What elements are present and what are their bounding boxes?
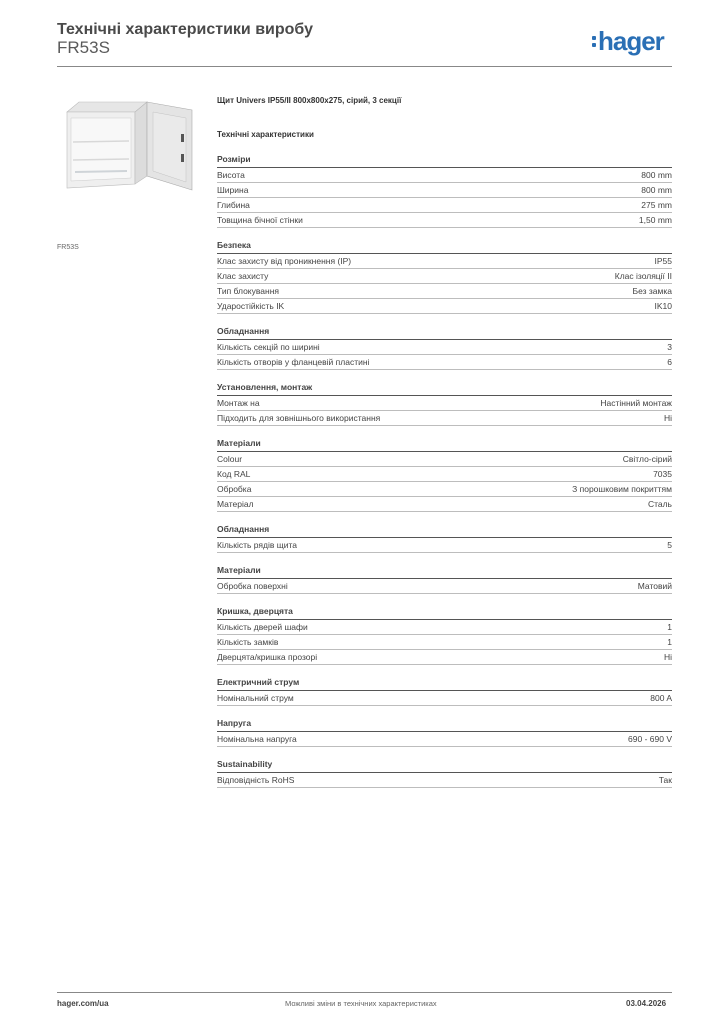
spec-label: Код RAL	[217, 469, 251, 479]
spec-row	[217, 183, 672, 198]
spec-label: Кількість рядів щита	[217, 540, 297, 550]
spec-label: Глибина	[217, 200, 250, 210]
spec-group-title: Матеріали	[217, 438, 672, 452]
specifications	[217, 96, 672, 788]
header-divider	[57, 66, 672, 67]
spec-row	[217, 168, 672, 183]
spec-label: Висота	[217, 170, 245, 180]
spec-value: 5	[667, 540, 672, 550]
spec-value: Світло-сірий	[622, 454, 672, 464]
spec-value: Ні	[663, 413, 672, 423]
spec-group	[217, 718, 672, 747]
spec-group	[217, 606, 672, 665]
spec-group	[217, 326, 672, 370]
spec-label: Монтаж на	[217, 398, 260, 408]
product-name: Щит Univers IP55/II 800x800x275, сірий, 3 секції	[217, 96, 402, 105]
spec-value: 7035	[653, 469, 672, 479]
spec-group	[217, 759, 672, 788]
spec-row	[217, 340, 672, 355]
spec-label: Відповідність RoHS	[217, 775, 295, 785]
product-code: FR53S	[57, 38, 110, 57]
product-image	[57, 92, 207, 237]
footer-disclaimer: Можливі зміни в технічних характеристиках	[285, 999, 437, 1008]
spec-row	[217, 538, 672, 553]
spec-group	[217, 382, 672, 426]
spec-group-title: Кришка, дверцята	[217, 606, 672, 620]
hager-logo	[592, 28, 664, 54]
spec-label: Товщина бічної стінки	[217, 215, 303, 225]
spec-value: 1	[667, 637, 672, 647]
spec-row	[217, 732, 672, 747]
footer-website[interactable]: hager.com/ua	[57, 999, 109, 1008]
spec-row	[217, 620, 672, 635]
spec-group-title: Напруга	[217, 718, 672, 732]
spec-row	[217, 467, 672, 482]
spec-row	[217, 198, 672, 213]
logo-dots-icon	[592, 36, 596, 47]
spec-row	[217, 411, 672, 426]
footer-divider	[57, 992, 672, 993]
spec-group	[217, 677, 672, 706]
spec-value: IK10	[654, 301, 672, 311]
spec-row	[217, 254, 672, 269]
spec-row	[217, 635, 672, 650]
spec-row	[217, 452, 672, 467]
spec-label: Номінальна напруга	[217, 734, 297, 744]
page-title: Технічні характеристики виробу	[57, 21, 313, 38]
spec-value: Ні	[663, 652, 672, 662]
spec-label: Кількість отворів у фланцевій пластині	[217, 357, 370, 367]
spec-value: 800 mm	[641, 170, 672, 180]
spec-row	[217, 650, 672, 665]
spec-group-title: Sustainability	[217, 759, 672, 773]
spec-row	[217, 773, 672, 788]
spec-value: 275 mm	[641, 200, 672, 210]
spec-value: IP55	[654, 256, 672, 266]
spec-row	[217, 497, 672, 512]
spec-row	[217, 355, 672, 370]
spec-value: 1	[667, 622, 672, 632]
logo-text: hager	[598, 26, 664, 56]
spec-label: Обробка	[217, 484, 252, 494]
spec-row	[217, 299, 672, 314]
spec-value: Матовий	[637, 581, 672, 591]
spec-groups	[217, 154, 672, 788]
spec-value: 1,50 mm	[638, 215, 672, 225]
spec-value: 690 - 690 V	[628, 734, 672, 744]
spec-label: Тип блокування	[217, 286, 280, 296]
spec-group-title: Електричний струм	[217, 677, 672, 691]
spec-label: Дверцята/кришка прозорі	[217, 652, 318, 662]
spec-label: Кількість секцій по ширині	[217, 342, 320, 352]
spec-value: 800 A	[650, 693, 672, 703]
spec-value: 3	[667, 342, 672, 352]
spec-row	[217, 396, 672, 411]
spec-group-title: Обладнання	[217, 326, 672, 340]
spec-row	[217, 269, 672, 284]
spec-value: Так	[658, 775, 672, 785]
spec-value: З порошковим покриттям	[572, 484, 672, 494]
spec-value: Клас ізоляції II	[614, 271, 672, 281]
spec-label: Обробка поверхні	[217, 581, 288, 591]
spec-value: Без замка	[632, 286, 672, 296]
spec-row	[217, 579, 672, 594]
spec-value: 6	[667, 357, 672, 367]
spec-group	[217, 154, 672, 228]
spec-label: Матеріал	[217, 499, 254, 509]
spec-group-title: Установлення, монтаж	[217, 382, 672, 396]
spec-row	[217, 482, 672, 497]
spec-label: Клас захисту від проникнення (IP)	[217, 256, 352, 266]
spec-row	[217, 284, 672, 299]
spec-group	[217, 524, 672, 553]
spec-group	[217, 565, 672, 594]
spec-label: Клас захисту	[217, 271, 269, 281]
spec-label: Ширина	[217, 185, 249, 195]
spec-group-title: Матеріали	[217, 565, 672, 579]
spec-group-title: Розміри	[217, 154, 672, 168]
spec-group-title: Безпека	[217, 240, 672, 254]
spec-label: Кількість замків	[217, 637, 279, 647]
spec-value: Настінний монтаж	[600, 398, 672, 408]
spec-label: Ударостійкість IK	[217, 301, 285, 311]
image-caption: FR53S	[57, 244, 79, 251]
spec-group-title: Обладнання	[217, 524, 672, 538]
spec-row	[217, 213, 672, 228]
spec-value: Сталь	[647, 499, 672, 509]
spec-label: Номінальний струм	[217, 693, 294, 703]
specs-heading: Технічні характеристики	[217, 130, 314, 139]
spec-group	[217, 240, 672, 314]
spec-group	[217, 438, 672, 512]
spec-value: 800 mm	[641, 185, 672, 195]
spec-label: Підходить для зовнішнього використання	[217, 413, 381, 423]
spec-label: Colour	[217, 454, 243, 464]
footer-date: 03.04.2026	[626, 999, 667, 1008]
spec-label: Кількість дверей шафи	[217, 622, 308, 632]
spec-row	[217, 691, 672, 706]
